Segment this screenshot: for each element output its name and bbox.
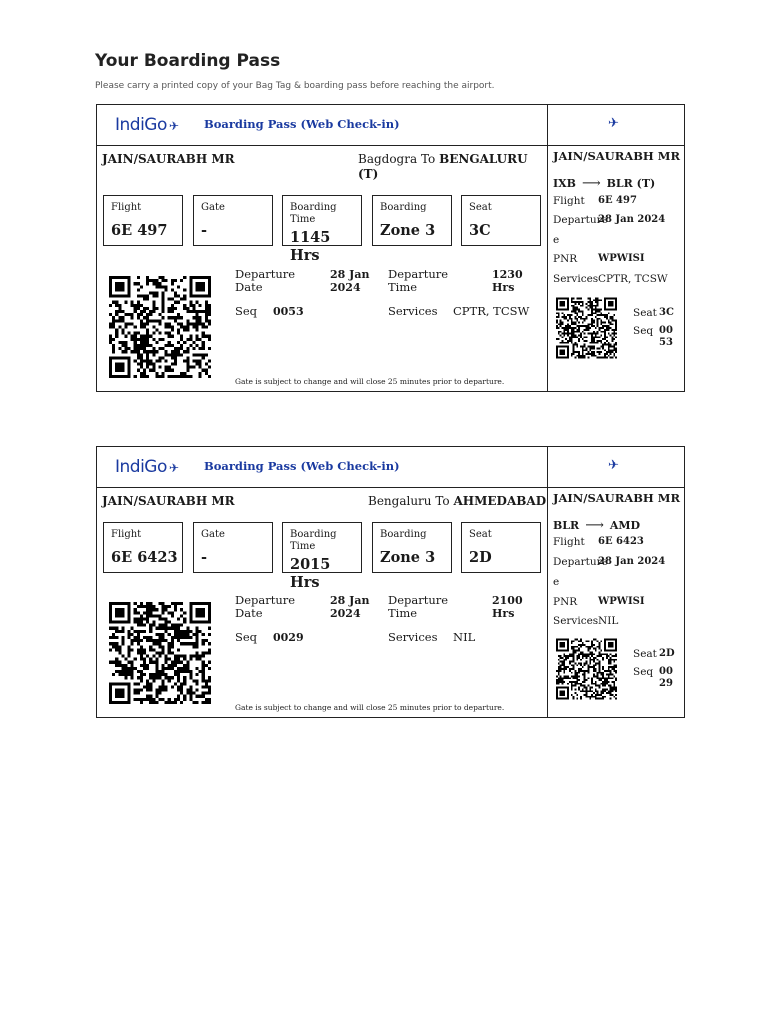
passenger-name: JAIN/SAURABH MR bbox=[102, 152, 235, 166]
indigo-logo: IndiGo ✈ bbox=[115, 457, 179, 477]
stub-seat: 2D bbox=[659, 648, 675, 659]
stub-route: BLR ⟶ AMD bbox=[553, 518, 641, 533]
seq-label: Seq bbox=[235, 304, 258, 318]
pass-header-title: Boarding Pass (Web Check-in) bbox=[204, 117, 400, 131]
flight-box: Flight 6E 6423 bbox=[103, 522, 183, 573]
departure-date: 28 Jan 2024 bbox=[330, 594, 370, 620]
pass-header bbox=[97, 105, 547, 146]
page-subtitle: Please carry a printed copy of your Bag Tag & boarding pass before reaching the airport. bbox=[95, 81, 495, 91]
arrow-right-icon: ⟶ bbox=[581, 176, 601, 191]
indigo-logo: IndiGo ✈ bbox=[115, 115, 179, 135]
departure-time-label: Departure Time bbox=[388, 267, 449, 294]
plane-icon: ✈ bbox=[608, 458, 619, 473]
seq-value: 0029 bbox=[273, 631, 304, 644]
gate-value: - bbox=[201, 549, 208, 566]
seq-label: Seq bbox=[235, 630, 258, 644]
pass-header bbox=[97, 447, 547, 488]
arrow-right-icon: ⟶ bbox=[585, 518, 604, 533]
gate-box: Gate - bbox=[193, 522, 273, 573]
stub-seat: 3C bbox=[659, 307, 674, 318]
departure-time-label: Departure Time bbox=[388, 593, 449, 620]
stub: JAIN/SAURABH MR BLR ⟶ AMD Flight 6E 6423 Departure e 28 Jan 2024 PNR WPWISI Services NIL Seat 2D Seq 0029 bbox=[548, 447, 684, 717]
route-from: Bagdogra To bbox=[358, 152, 436, 166]
stub-qr-code bbox=[556, 638, 617, 700]
gate-value: - bbox=[201, 222, 208, 239]
plane-icon: ✈ bbox=[168, 119, 179, 133]
route-to: AHMEDABAD bbox=[453, 494, 547, 508]
stub-passenger-name: JAIN/SAURABH MR bbox=[553, 491, 681, 505]
stub-services: CPTR, TCSW bbox=[598, 273, 668, 285]
boarding-zone: Zone 3 bbox=[380, 222, 436, 239]
seat-box: Seat 2D bbox=[461, 522, 541, 573]
qr-code bbox=[109, 601, 211, 705]
stub-date: 28 Jan 2024 bbox=[598, 214, 666, 225]
departure-date-label: Departure Date bbox=[235, 267, 296, 294]
services-label: Services bbox=[388, 304, 438, 318]
stub-seq: 0029 bbox=[659, 666, 673, 689]
route bbox=[358, 152, 538, 182]
passenger-name: JAIN/SAURABH MR bbox=[102, 494, 235, 508]
stub-services: NIL bbox=[598, 615, 619, 627]
stub-seq: 0053 bbox=[659, 325, 673, 348]
services-value: NIL bbox=[453, 630, 476, 644]
seq-value: 0053 bbox=[273, 305, 304, 318]
boarding-time: 1145 Hrs bbox=[290, 229, 331, 264]
stub-flight: 6E 6423 bbox=[598, 536, 644, 547]
pass-header-title: Boarding Pass (Web Check-in) bbox=[204, 459, 400, 473]
departure-time: 2100 Hrs bbox=[492, 594, 523, 620]
route-from: Bengaluru To bbox=[368, 494, 450, 508]
services-value: CPTR, TCSW bbox=[453, 304, 530, 318]
stub-passenger-name: JAIN/SAURABH MR bbox=[553, 149, 681, 163]
flight-box: Flight 6E 497 bbox=[103, 195, 183, 246]
stub-flight: 6E 497 bbox=[598, 195, 637, 206]
gate-box: Gate - bbox=[193, 195, 273, 246]
boarding-zone-box: Boarding Zone 3 bbox=[372, 522, 452, 573]
route bbox=[368, 494, 548, 509]
route-to: BENGALURU (T) bbox=[358, 152, 528, 181]
boarding-time-box: Boarding Time 2015 Hrs bbox=[282, 522, 362, 573]
stub-pnr: WPWISI bbox=[598, 253, 645, 264]
stub-route: IXB ⟶ BLR (T) bbox=[553, 176, 656, 191]
boarding-zone: Zone 3 bbox=[380, 549, 436, 566]
services-label: Services bbox=[388, 630, 438, 644]
boarding-time-box: Boarding Time 1145 Hrs bbox=[282, 195, 362, 246]
boarding-zone-box: Boarding Zone 3 bbox=[372, 195, 452, 246]
qr-code bbox=[109, 275, 211, 379]
departure-date: 28 Jan 2024 bbox=[330, 268, 370, 294]
seat-value: 3C bbox=[469, 222, 491, 239]
boarding-pass-2 bbox=[96, 446, 685, 718]
flight-number: 6E 6423 bbox=[111, 549, 178, 566]
seat-box: Seat 3C bbox=[461, 195, 541, 246]
stub: JAIN/SAURABH MR IXB ⟶ BLR (T) Flight 6E 497 Departure e 28 Jan 2024 PNR WPWISI Services CPTR, TCSW Seat 3C Seq 0053 bbox=[548, 105, 684, 391]
plane-icon: ✈ bbox=[608, 116, 619, 131]
page-title: Your Boarding Pass bbox=[95, 51, 281, 71]
flight-number: 6E 497 bbox=[111, 222, 168, 239]
departure-time: 1230 Hrs bbox=[492, 268, 523, 294]
boarding-time: 2015 Hrs bbox=[290, 556, 331, 591]
gate-note: Gate is subject to change and will close 25 minutes prior to departure. bbox=[235, 703, 505, 712]
stub-date: 28 Jan 2024 bbox=[598, 556, 666, 567]
plane-icon: ✈ bbox=[168, 461, 179, 475]
departure-date-label: Departure Date bbox=[235, 593, 296, 620]
boarding-pass-1 bbox=[96, 104, 685, 392]
seat-value: 2D bbox=[469, 549, 492, 566]
gate-note: Gate is subject to change and will close 25 minutes prior to departure. bbox=[235, 377, 505, 386]
stub-pnr: WPWISI bbox=[598, 596, 645, 607]
stub-qr-code bbox=[556, 297, 617, 359]
